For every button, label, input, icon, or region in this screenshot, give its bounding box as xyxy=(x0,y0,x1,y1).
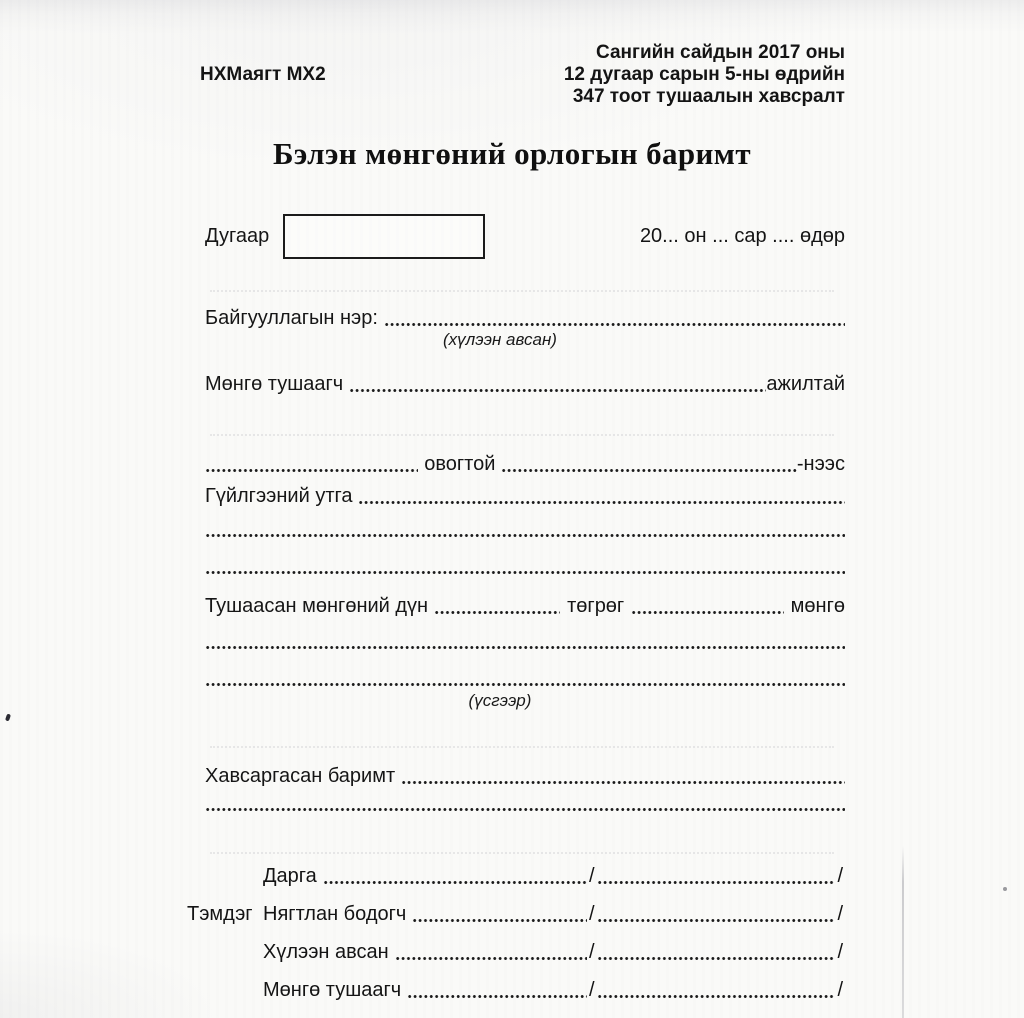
org-name-label: Байгууллагын нэр: xyxy=(205,307,378,329)
fill-line xyxy=(597,978,836,1002)
stamp-label: Тэмдэг xyxy=(187,903,253,925)
amount-unit-tugrik: төгрөг xyxy=(567,595,625,617)
signature-label-receiver: Хүлээн авсан xyxy=(263,941,389,963)
surname-label: овогтой xyxy=(424,453,496,475)
fill-line xyxy=(401,764,845,788)
fill-line xyxy=(597,902,836,926)
signature-left-segment xyxy=(263,864,587,888)
slash-separator: / xyxy=(589,865,595,887)
fill-line xyxy=(323,864,587,888)
fill-line xyxy=(205,452,418,476)
scan-ghost-line xyxy=(210,434,834,436)
purpose-row xyxy=(205,484,845,508)
attachment-row xyxy=(205,764,845,788)
signature-row-accountant xyxy=(263,902,845,926)
attachment-label: Хавсаргасан баримт xyxy=(205,765,396,787)
signature-left-segment xyxy=(263,940,587,964)
authorization-line-2: 12 дугаар сарын 5-ны өдрийн xyxy=(563,64,845,85)
slash-separator: / xyxy=(589,903,595,925)
purpose-extra-line xyxy=(205,517,845,541)
fill-line xyxy=(358,484,845,508)
signature-left-segment xyxy=(263,902,587,926)
fill-line xyxy=(205,791,845,815)
purpose-label: Гүйлгээний утга xyxy=(205,485,353,507)
slash-separator: / xyxy=(589,979,595,1001)
paper-edge-line xyxy=(902,846,904,1018)
scan-ghost-line xyxy=(210,746,834,748)
fill-line xyxy=(205,517,845,541)
signature-label-accountant: Нягтлан бодогч xyxy=(263,903,407,925)
amount-words-line xyxy=(205,666,845,690)
slash-separator: / xyxy=(837,903,843,925)
slash-separator: / xyxy=(837,865,843,887)
slash-separator: / xyxy=(837,979,843,1001)
fill-line xyxy=(205,666,845,690)
slash-separator: / xyxy=(837,941,843,963)
amount-label: Тушаасан мөнгөний дүн xyxy=(205,595,429,617)
attachment-extra-line xyxy=(205,791,845,815)
org-name-note: (хүлээн авсан) xyxy=(443,330,557,349)
amount-words-line xyxy=(205,629,845,653)
fill-line xyxy=(384,306,845,330)
scan-speck xyxy=(5,714,11,722)
scan-ghost-line xyxy=(210,290,834,292)
fill-line xyxy=(434,594,560,618)
amount-row xyxy=(205,594,845,618)
purpose-extra-line xyxy=(205,554,845,578)
signature-row-payer xyxy=(263,978,845,1002)
amount-unit-mongo: мөнгө xyxy=(790,595,845,617)
scan-speck xyxy=(1003,887,1007,891)
fill-line xyxy=(597,864,836,888)
org-name-row xyxy=(205,306,845,330)
date-line: 20... он ... сар .... өдөр xyxy=(639,225,845,247)
fill-line xyxy=(597,940,836,964)
fill-line xyxy=(205,554,845,578)
number-box xyxy=(283,214,485,259)
form-title: Бэлэн мөнгөний орлогын баримт xyxy=(273,136,751,171)
signature-label-payer: Мөнгө тушаагч xyxy=(263,979,402,1001)
fill-line xyxy=(631,594,783,618)
fill-line xyxy=(412,902,587,926)
signature-left-segment xyxy=(263,978,587,1002)
fill-line xyxy=(395,940,587,964)
authorization-line-3: 347 тоот тушаалын хавсралт xyxy=(572,86,845,107)
fill-line xyxy=(501,452,797,476)
amount-words-note: (үсгээр) xyxy=(468,691,532,710)
signature-row-receiver xyxy=(263,940,845,964)
number-label: Дугаар xyxy=(205,225,270,247)
surname-suffix: -нээс xyxy=(796,453,845,475)
fill-line xyxy=(205,629,845,653)
scan-ghost-line xyxy=(210,852,834,854)
payer-row xyxy=(205,372,845,396)
fill-line xyxy=(349,372,766,396)
payer-label: Мөнгө тушаагч xyxy=(205,373,344,395)
signature-label-director: Дарга xyxy=(263,865,317,887)
authorization-line-1: Сангийн сайдын 2017 оны xyxy=(596,42,845,63)
form-code: НХМаягт МХ2 xyxy=(200,64,326,85)
slash-separator: / xyxy=(589,941,595,963)
payer-suffix: ажилтай xyxy=(766,373,845,395)
authorization-note xyxy=(564,42,845,108)
signature-row-director xyxy=(263,864,845,888)
surname-row xyxy=(205,452,845,476)
fill-line xyxy=(407,978,587,1002)
